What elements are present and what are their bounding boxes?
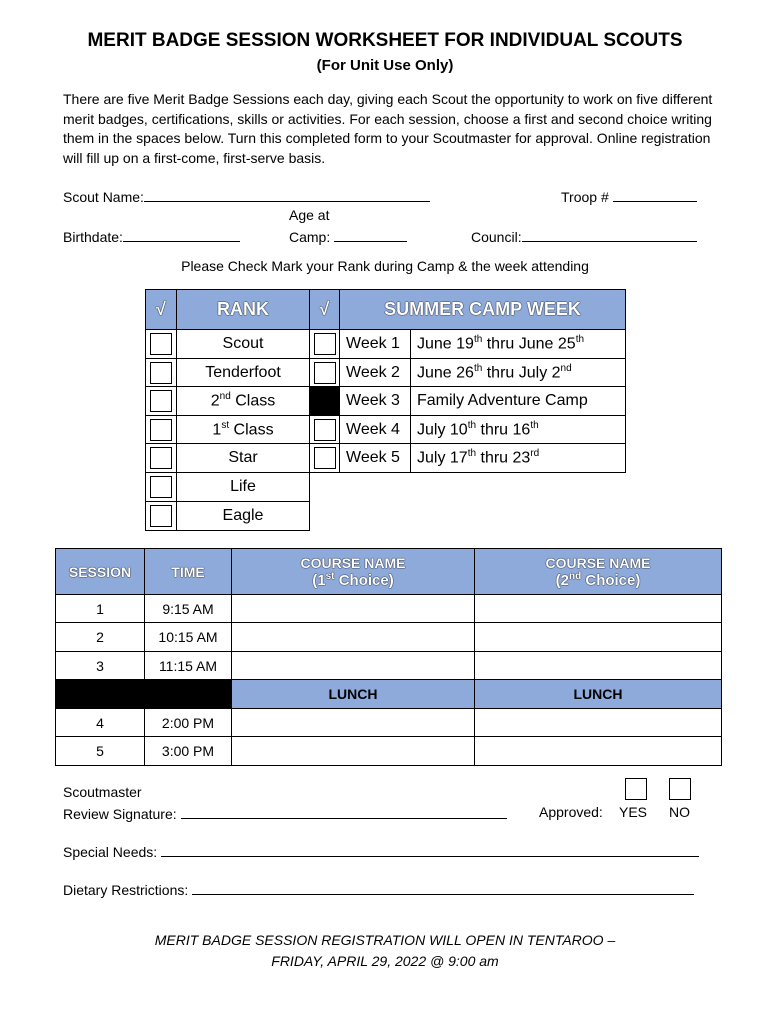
signature-field[interactable] [63, 804, 507, 822]
week-checkbox-1[interactable] [314, 333, 336, 355]
special-needs-field[interactable] [63, 842, 699, 860]
week-2-label: Week 2 [340, 359, 411, 387]
scoutmaster-label: Scoutmaster [63, 784, 142, 800]
rank-checkbox-eagle[interactable] [150, 505, 172, 527]
birthdate-label: Birthdate: [63, 229, 123, 245]
scout-name-field[interactable] [63, 187, 430, 205]
course-2nd-input[interactable] [475, 709, 722, 737]
council-label: Council: [471, 229, 522, 245]
lunch-label-1: LUNCH [232, 680, 475, 709]
week-3-label: Week 3 [340, 387, 411, 416]
week-4-label: Week 4 [340, 416, 411, 444]
registration-notice-line-2: FRIDAY, APRIL 29, 2022 @ 9:00 am [271, 953, 499, 969]
course-2nd-input[interactable] [475, 652, 722, 680]
session-number: 2 [56, 623, 145, 652]
rank-scout: Scout [177, 330, 310, 359]
rank-checkbox-2nd-class[interactable] [150, 390, 172, 412]
rank-star: Star [177, 444, 310, 473]
rank-checkbox-tenderfoot[interactable] [150, 362, 172, 384]
signature-label: Review Signature: [63, 806, 177, 822]
dietary-line[interactable] [192, 880, 694, 895]
session-time: 10:15 AM [145, 623, 232, 652]
week-1-label: Week 1 [340, 330, 411, 359]
special-needs-line[interactable] [161, 842, 699, 857]
birthdate-line[interactable] [123, 227, 240, 242]
course-1st-input[interactable] [232, 737, 475, 766]
table-row [56, 623, 722, 652]
rank-checkbox-star[interactable] [150, 447, 172, 469]
week-2-dates: June 26th thru July 2nd [411, 359, 626, 387]
week-header: SUMMER CAMP WEEK [340, 290, 626, 330]
registration-notice [0, 930, 770, 972]
session-time: 2:00 PM [145, 709, 232, 737]
page-subtitle: (For Unit Use Only) [316, 57, 454, 74]
course-1st-input[interactable] [232, 709, 475, 737]
rank-checkbox-scout[interactable] [150, 333, 172, 355]
rank-life: Life [177, 473, 310, 502]
rank-checkbox-life[interactable] [150, 476, 172, 498]
session-number: 1 [56, 595, 145, 623]
week-1-dates: June 19th thru June 25th [411, 330, 626, 359]
week-5-label: Week 5 [340, 444, 411, 473]
registration-notice-line-1: MERIT BADGE SESSION REGISTRATION WILL OPEN IN TENTAROO – [154, 932, 616, 948]
course-1st-input[interactable] [232, 652, 475, 680]
course-2nd-input[interactable] [475, 737, 722, 766]
course-1st-input[interactable] [232, 595, 475, 623]
week-checkbox-4[interactable] [314, 419, 336, 441]
approved-yes-checkbox[interactable] [625, 778, 647, 800]
troop-line[interactable] [613, 187, 697, 202]
dietary-label: Dietary Restrictions: [63, 882, 189, 898]
approved-label: Approved: [539, 804, 603, 820]
scout-name-label: Scout Name: [63, 189, 144, 205]
signature-line[interactable] [181, 804, 507, 819]
course-1st-header: COURSE NAME (1st Choice) [232, 549, 475, 595]
rank-eagle: Eagle [177, 502, 310, 531]
approved-no-checkbox[interactable] [669, 778, 691, 800]
session-time: 3:00 PM [145, 737, 232, 766]
week-checkbox-2[interactable] [314, 362, 336, 384]
session-number: 4 [56, 709, 145, 737]
course-2nd-header: COURSE NAME (2nd Choice) [475, 549, 722, 595]
session-header: SESSION [56, 549, 145, 595]
page-title: MERIT BADGE SESSION WORKSHEET FOR INDIVIDUAL SCOUTS [87, 30, 683, 51]
session-table [55, 548, 722, 766]
rank-1st-class: 1st Class [177, 416, 310, 444]
special-needs-label: Special Needs: [63, 844, 158, 860]
table-row [56, 709, 722, 737]
scout-name-line[interactable] [144, 187, 430, 202]
age-at-label-1: Age at [289, 207, 330, 223]
intro-paragraph: There are five Merit Badge Sessions each day, giving each Scout the opportunity to work on five different merit badges, certifications, skills or activities. For each session, choose a first and second choice writing them in the spaces below. Turn this completed form to your Scoutmaster for approval. Online registration will fill up on a first-come, first-serve basis. [63, 91, 713, 166]
week-table [309, 289, 626, 473]
council-line[interactable] [522, 227, 697, 242]
table-row [56, 737, 722, 766]
table-row [56, 595, 722, 623]
week-checkbox-3-filled [310, 387, 340, 416]
session-number: 5 [56, 737, 145, 766]
birthdate-field[interactable] [63, 227, 240, 245]
week-3-dates: Family Adventure Camp [411, 387, 626, 416]
troop-field[interactable] [561, 187, 697, 205]
age-field[interactable] [289, 227, 407, 245]
week-5-dates: July 17th thru 23rd [411, 444, 626, 473]
rank-checkbox-1st-class[interactable] [150, 419, 172, 441]
session-time: 9:15 AM [145, 595, 232, 623]
age-at-label-2: Camp: [289, 229, 331, 245]
course-2nd-input[interactable] [475, 595, 722, 623]
troop-label: Troop # [561, 189, 609, 205]
course-2nd-input[interactable] [475, 623, 722, 652]
rank-check-header: √ [146, 290, 177, 330]
rank-tenderfoot: Tenderfoot [177, 359, 310, 387]
course-1st-input[interactable] [232, 623, 475, 652]
approved-yes-label: YES [619, 804, 648, 820]
age-line[interactable] [334, 227, 407, 242]
lunch-blackout [145, 680, 232, 709]
council-field[interactable] [471, 227, 697, 245]
week-4-dates: July 10th thru 16th [411, 416, 626, 444]
lunch-row [56, 680, 722, 709]
lunch-label-2: LUNCH [475, 680, 722, 709]
table-row [56, 652, 722, 680]
approved-no-label: NO [669, 804, 690, 820]
lunch-blackout [56, 680, 145, 709]
session-time: 11:15 AM [145, 652, 232, 680]
time-header: TIME [145, 549, 232, 595]
week-checkbox-5[interactable] [314, 447, 336, 469]
dietary-field[interactable] [63, 880, 694, 898]
rank-2nd-class: 2nd Class [177, 387, 310, 416]
week-check-header: √ [310, 290, 340, 330]
check-instructions: Please Check Mark your Rank during Camp & the week attending [181, 258, 589, 274]
rank-header: RANK [177, 290, 310, 330]
rank-table [145, 289, 310, 531]
session-number: 3 [56, 652, 145, 680]
